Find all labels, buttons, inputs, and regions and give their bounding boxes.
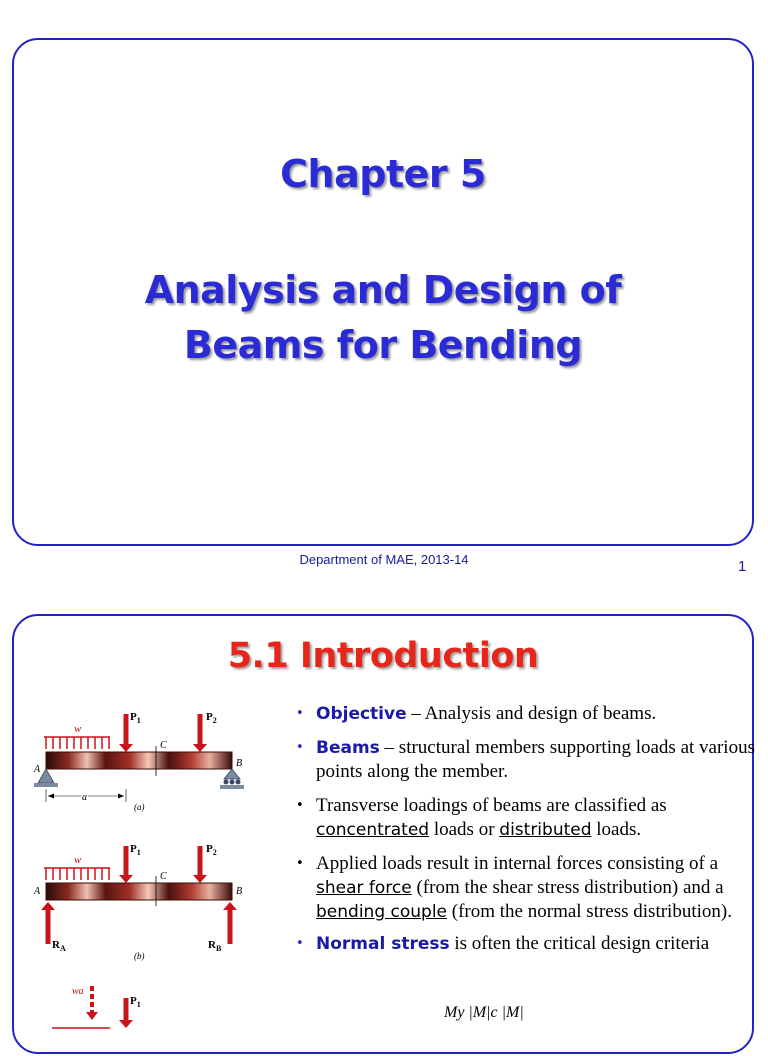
title-slide xyxy=(12,38,754,546)
term-bending-couple: bending couple xyxy=(316,902,448,922)
caption-b: (b) xyxy=(134,951,145,961)
bullet-icon: • xyxy=(296,856,304,871)
bullet-objective xyxy=(294,702,764,726)
distributed-load-a xyxy=(44,737,110,749)
wa-label: wa xyxy=(72,986,84,997)
roller-base-b xyxy=(220,785,244,789)
beam-figure-a xyxy=(33,711,244,812)
load-w-label-b: w xyxy=(74,854,82,866)
dash: – xyxy=(406,703,425,724)
bullet-text: structural members supporting loads at various points along the member. xyxy=(316,737,755,782)
bullet-icon: • xyxy=(296,706,304,721)
footer-department: Department of MAE, 2013-14 xyxy=(299,552,469,567)
section-heading: 5.1 Introduction xyxy=(227,636,539,676)
distributed-load-b xyxy=(44,868,110,880)
slide-title-line-2: Beams for Bending xyxy=(183,323,583,367)
bullet-icon: • xyxy=(296,936,304,951)
p2-label-b: $P_2$ xyxy=(206,843,217,857)
p2-label-a: $P_2$ xyxy=(206,711,217,725)
pin-support-a xyxy=(38,769,54,783)
bullet-transverse-loadings xyxy=(294,794,764,842)
dash: – xyxy=(379,737,399,758)
bullet-text: (from the normal stress distribution). xyxy=(447,901,732,922)
bullet-icon: • xyxy=(296,740,304,755)
bullet-internal-forces xyxy=(294,852,764,924)
a-end-label-b: A xyxy=(34,886,41,897)
support-base-a xyxy=(34,783,58,787)
bullet-text: is often the critical design criteria xyxy=(449,933,710,954)
b-end-label-b: B xyxy=(236,886,243,897)
load-w-label: w xyxy=(74,723,82,735)
term-concentrated: concentrated xyxy=(316,820,430,840)
beam-b xyxy=(46,883,232,900)
bullet-text: Transverse loadings of beams are classified as xyxy=(316,795,667,816)
a-end-label: A xyxy=(34,764,41,775)
bullet-text: Applied loads result in internal forces consisting of a xyxy=(316,853,719,874)
p1-label-a: $P_1$ xyxy=(130,711,141,725)
c-label-a: C xyxy=(160,740,167,751)
bullet-text: loads. xyxy=(591,819,642,840)
introduction-slide xyxy=(12,614,754,1054)
bullet-beams xyxy=(294,736,764,784)
caption-a: (a) xyxy=(134,802,145,812)
bullet-text: loads or xyxy=(429,819,500,840)
beam-figure-b xyxy=(33,843,242,961)
bullet-normal-stress xyxy=(294,932,764,956)
roller-support-b xyxy=(224,769,240,779)
bullet-icon: • xyxy=(296,798,304,813)
b-end-label: B xyxy=(236,758,243,769)
stress-formula-partial: My |M|c |M| xyxy=(444,1004,524,1021)
beam-figure-c xyxy=(52,986,141,1028)
p1-label-c: $P_1$ xyxy=(130,995,141,1009)
ra-label: $R_A$ xyxy=(52,939,66,953)
chapter-title: Chapter 5 xyxy=(280,152,486,196)
page-number: 1 xyxy=(738,558,747,575)
bullet-list xyxy=(294,702,764,966)
bullet-text: Analysis and design of beams. xyxy=(424,703,657,724)
bullet-text: (from the shear stress distribution) and a xyxy=(411,877,724,898)
term-distributed: distributed xyxy=(499,820,592,840)
beam-a xyxy=(46,752,232,769)
term-objective: Objective xyxy=(316,704,407,724)
beam-figures xyxy=(30,686,280,1056)
c-label-b: C xyxy=(160,871,167,882)
term-normal-stress: Normal stress xyxy=(316,934,450,954)
term-shear-force: shear force xyxy=(316,878,412,898)
p1-label-b: $P_1$ xyxy=(130,843,141,857)
rb-label: $R_B$ xyxy=(208,939,222,953)
term-beams: Beams xyxy=(316,738,380,758)
dimension-a-label: a xyxy=(82,792,87,803)
slide-title-line-1: Analysis and Design of xyxy=(144,268,622,312)
